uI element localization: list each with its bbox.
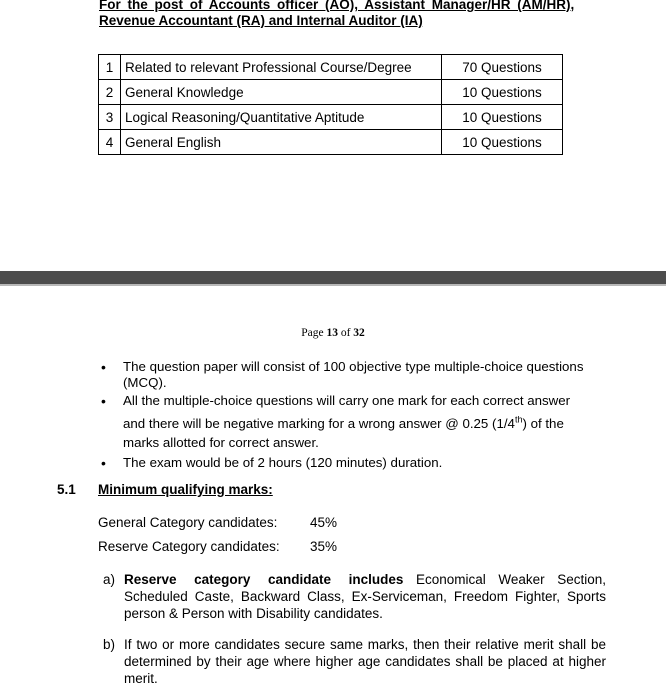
page-current: 13 [326,327,338,339]
row-number: 4 [99,130,121,155]
list-item [101,359,613,391]
note-a-marker: a) [103,572,116,587]
row-subject: Logical Reasoning/Quantitative Aptitude [121,105,442,130]
general-category-label: General Category candidates: [98,515,278,530]
note-b-marker: b) [103,637,116,652]
bullet-text: ) of the [522,416,564,432]
list-item [101,393,613,451]
bullet-icon: • [101,393,106,409]
row-number: 3 [99,105,121,130]
bullet-text: marks allotted for correct answer. [123,435,319,451]
table-row [99,80,563,105]
note-a-text: Economical Weaker Section, Scheduled Caste, Backward Class, Ex-Serviceman, Freedom Fighter, Sports person & Person with Disability candidates. [124,572,606,621]
page-sep: of [340,327,351,339]
reserve-category-value: 35% [310,539,338,554]
bullet-text: All the multiple-choice questions will carry one mark for each correct answer [123,393,571,408]
row-questions: 10 Questions [442,105,563,130]
section-heading-line-2: Revenue Accountant (RA) and Internal Auditor (IA) [99,13,423,28]
bullet-icon: • [101,455,106,472]
general-category-value: 45% [310,515,338,530]
row-subject: Related to relevant Professional Course/Degree [121,55,442,80]
superscript: th [514,415,523,425]
note-b-text: If two or more candidates secure same marks, then their relative merit shall be determined by their age where higher age candidates shall be placed at higher merit. [124,637,606,686]
page-number [0,327,666,339]
table-row [99,55,563,80]
exam-rules-list [101,359,613,471]
row-questions: 10 Questions [442,80,563,105]
row-number: 1 [99,55,121,80]
bullet-icon: • [101,359,106,375]
page-prefix: Page [301,327,324,339]
bullet-text: The question paper will consist of 100 objective type multiple-choice questions (MCQ). [123,359,584,390]
row-number: 2 [99,80,121,105]
exam-pattern-table [98,54,563,155]
row-subject: General English [121,130,442,155]
note-a-bold: Reserve category candidate includes [124,572,404,587]
page-divider [0,271,666,284]
general-category-row [98,515,338,530]
bullet-text: The exam would be of 2 hours (120 minutes) duration. [123,455,443,471]
bullet-text: and there will be negative marking for a wrong answer @ 0.25 (1/4 [123,416,515,432]
row-subject: General Knowledge [121,80,442,105]
reserve-category-label: Reserve Category candidates: [98,539,280,554]
section-number: 5.1 [57,482,76,497]
section-heading-line-1: For the post of Accounts officer (AO), Assistant Manager/HR (AM/HR), [99,0,575,12]
page-total: 32 [353,327,365,339]
note-a [103,571,606,622]
list-item [101,455,613,471]
page-divider-shadow [0,284,666,286]
note-b [103,636,606,687]
table-row [99,130,563,155]
section-title: Minimum qualifying marks: [98,482,273,497]
row-questions: 70 Questions [442,55,563,80]
reserve-category-row [98,539,338,554]
table-row [99,105,563,130]
row-questions: 10 Questions [442,130,563,155]
